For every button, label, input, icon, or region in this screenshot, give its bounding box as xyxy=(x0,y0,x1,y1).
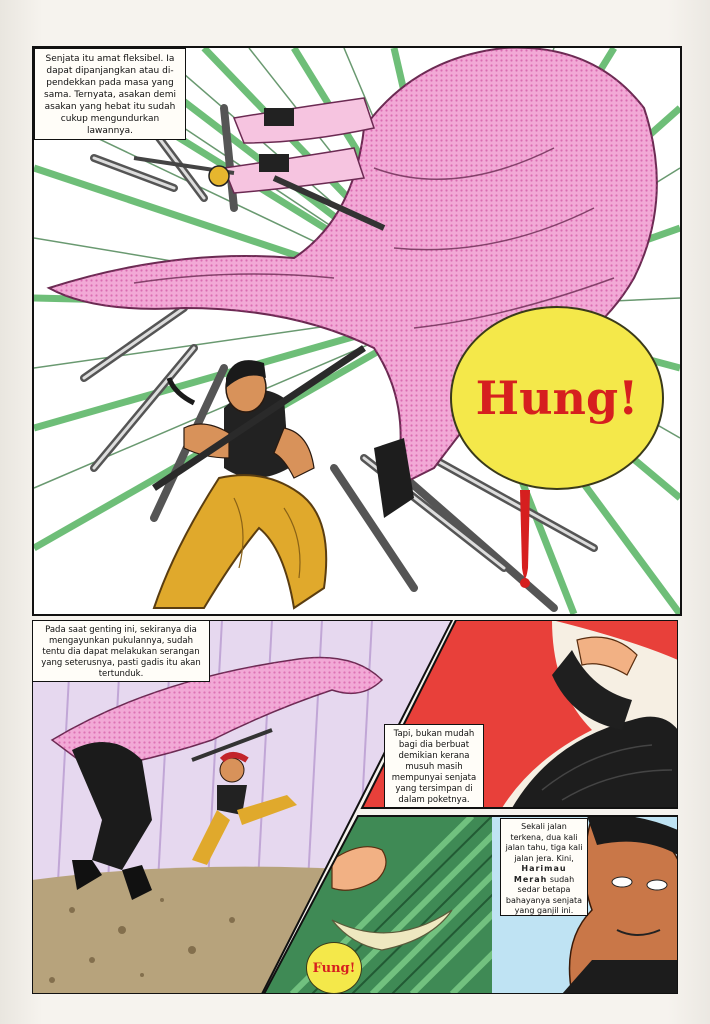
caption-middle-right: Tapi, bukan mudah bagi dia berbuat demikian kerana musuh masih mempunyai senjata yang tersimpan di dalam poketnya. xyxy=(384,724,484,808)
caption-top: Senjata itu amat fleksibel. Ia dapat dipanjangkan atau di-pendekkan pada masa yang sama. Ternyata, asakan demi asakan yang hebat itu sudah cukup mengundurkan lawannya. xyxy=(34,48,186,140)
caption-bottom-right-name: Harimau Merah xyxy=(513,864,567,884)
caption-middle-left: Pada saat genting ini, sekiranya dia mengayunkan pukulannya, sudah tentu dia dapat melakukan serangan yang seterusnya, pasti gadis itu akan tertunduk. xyxy=(32,620,210,682)
caption-bottom-right xyxy=(500,818,588,916)
sfx-hung-text: Hung! xyxy=(475,371,639,425)
sfx-fung-text: Fung! xyxy=(312,960,356,976)
sfx-hung-bubble xyxy=(450,306,664,490)
sfx-fung-bubble xyxy=(306,942,362,994)
panel-top xyxy=(32,46,682,616)
caption-bottom-right-text-2: sudah sedar betapa bahayanya senjata yang ganjil ini. xyxy=(505,874,583,915)
panel-middle-left xyxy=(32,620,678,994)
caption-bottom-right-text-1: Sekali jalan terkena, dua kali jalan tahu, tiga kali jalan jera. Kini, xyxy=(505,822,583,863)
